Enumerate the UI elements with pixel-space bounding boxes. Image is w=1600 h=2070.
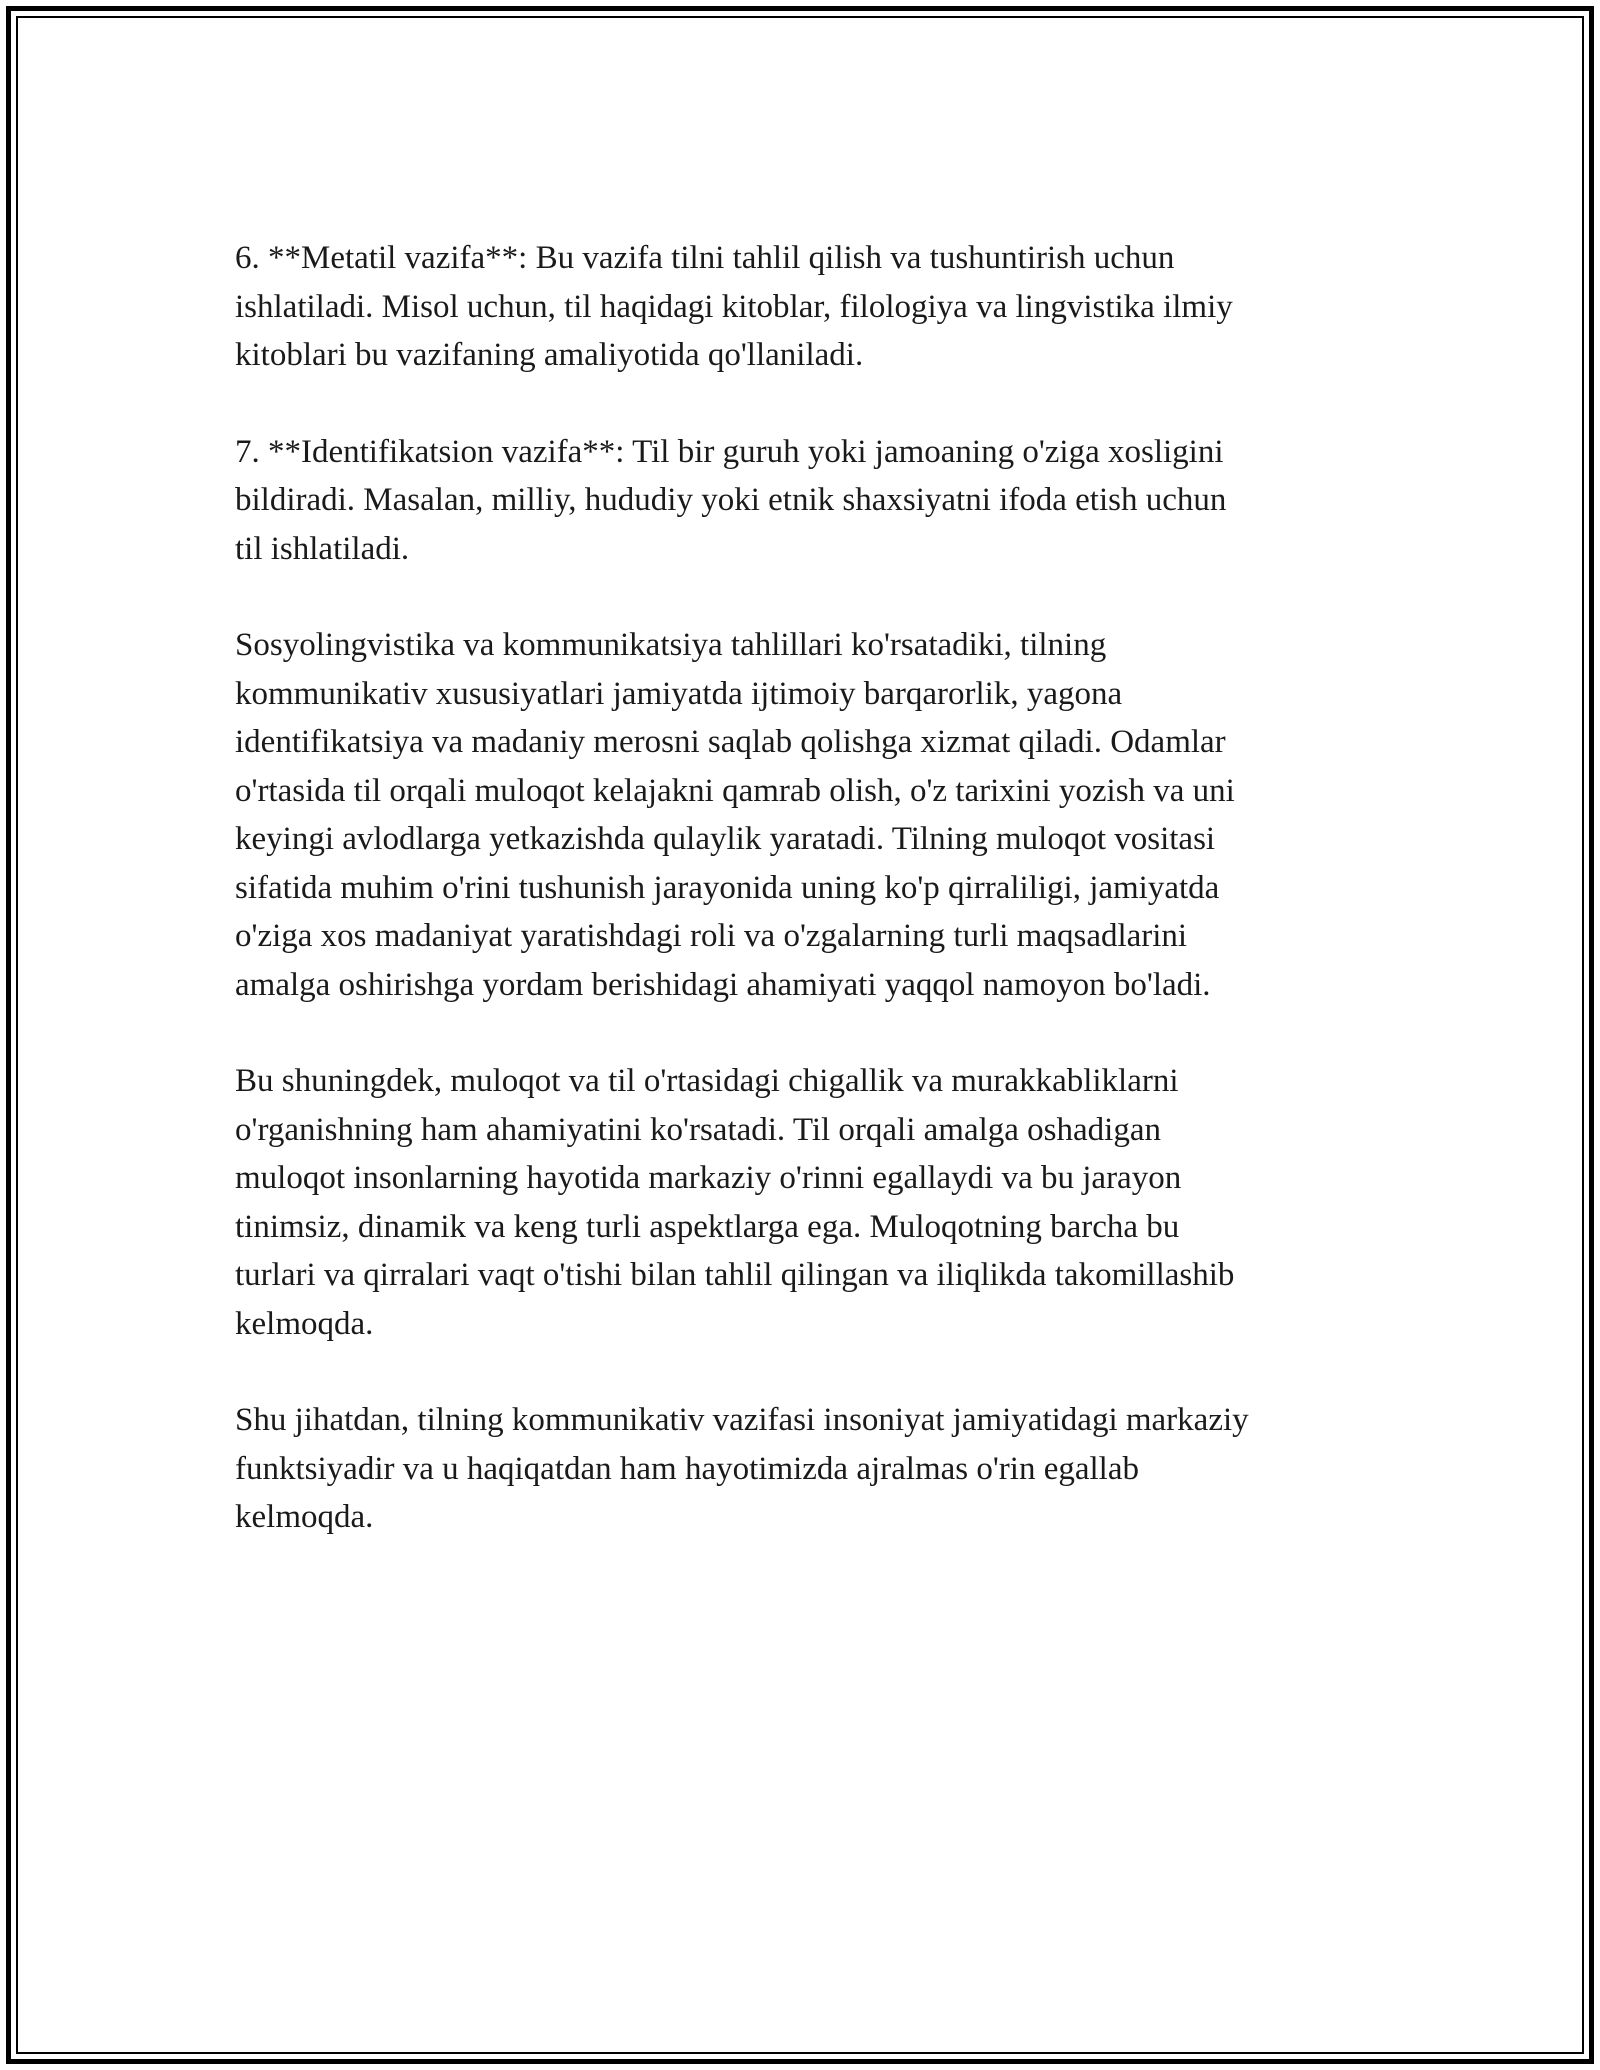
paragraph-conclusion: Shu jihatdan, tilning kommunikativ vazifasi insoniyat jamiyatidagi markaziy funktsiyadir va u haqiqatdan ham hayotimizda ajralmas o'rin egallab kelmoqda. <box>235 1402 1249 1535</box>
paragraph-metatil-vazifa: 6. **Metatil vazifa**: Bu vazifa tilni tahlil qilish va tushuntirish uchun ishlatiladi. Misol uchun, til haqidagi kitoblar, filologiya va lingvistika ilmiy kitoblari bu vazifaning amaliyotida qo'llaniladi. <box>235 240 1233 373</box>
paragraph-identifikatsion-vazifa: 7. **Identifikatsion vazifa**: Til bir guruh yoki jamoaning o'ziga xosligini bildiradi. Masalan, milliy, hududiy yoki etnik shaxsiyatni ifoda etish uchun til ishlatiladi. <box>235 433 1227 567</box>
document-body <box>235 234 1375 1590</box>
paragraph-sosyolingvistika: Sosyolingvistika va kommunikatsiya tahlillari ko'rsatadiki, tilning kommunikativ xususiyatlari jamiyatda ijtimoiy barqarorlik, yagona identifikatsiya va madaniy merosni saqlab qolishga xizmat qiladi. Odamlar o'rtasida til orqali muloqot kelajakni qamrab olish, o'z tarixini yozish va uni keyingi avlodlarga yetkazishda qulaylik yaratadi. Tilning muloqot vositasi sifatida muhim o'rini tushunish jarayonida uning ko'p qirraliligi, jamiyatda o'ziga xos madaniyat yaratishdagi roli va o'zgalarning turli maqsadlarini amalga oshirishga yordam berishidagi ahamiyati yaqqol namoyon bo'ladi. <box>235 627 1235 1003</box>
paragraph-muloqot-va-til: Bu shuningdek, muloqot va til o'rtasidagi chigallik va murakkabliklarni o'rganishning ham ahamiyatini ko'rsatadi. Til orqali amalga oshadigan muloqot insonlarning hayotida markaziy o'rinni egallaydi va bu jarayon tinimsiz, dinamik va keng turli aspektlarga ega. Muloqotning barcha bu turlari va qirralari vaqt o'tishi bilan tahlil qilingan va iliqlikda takomillashib kelmoqda. <box>235 1063 1235 1342</box>
